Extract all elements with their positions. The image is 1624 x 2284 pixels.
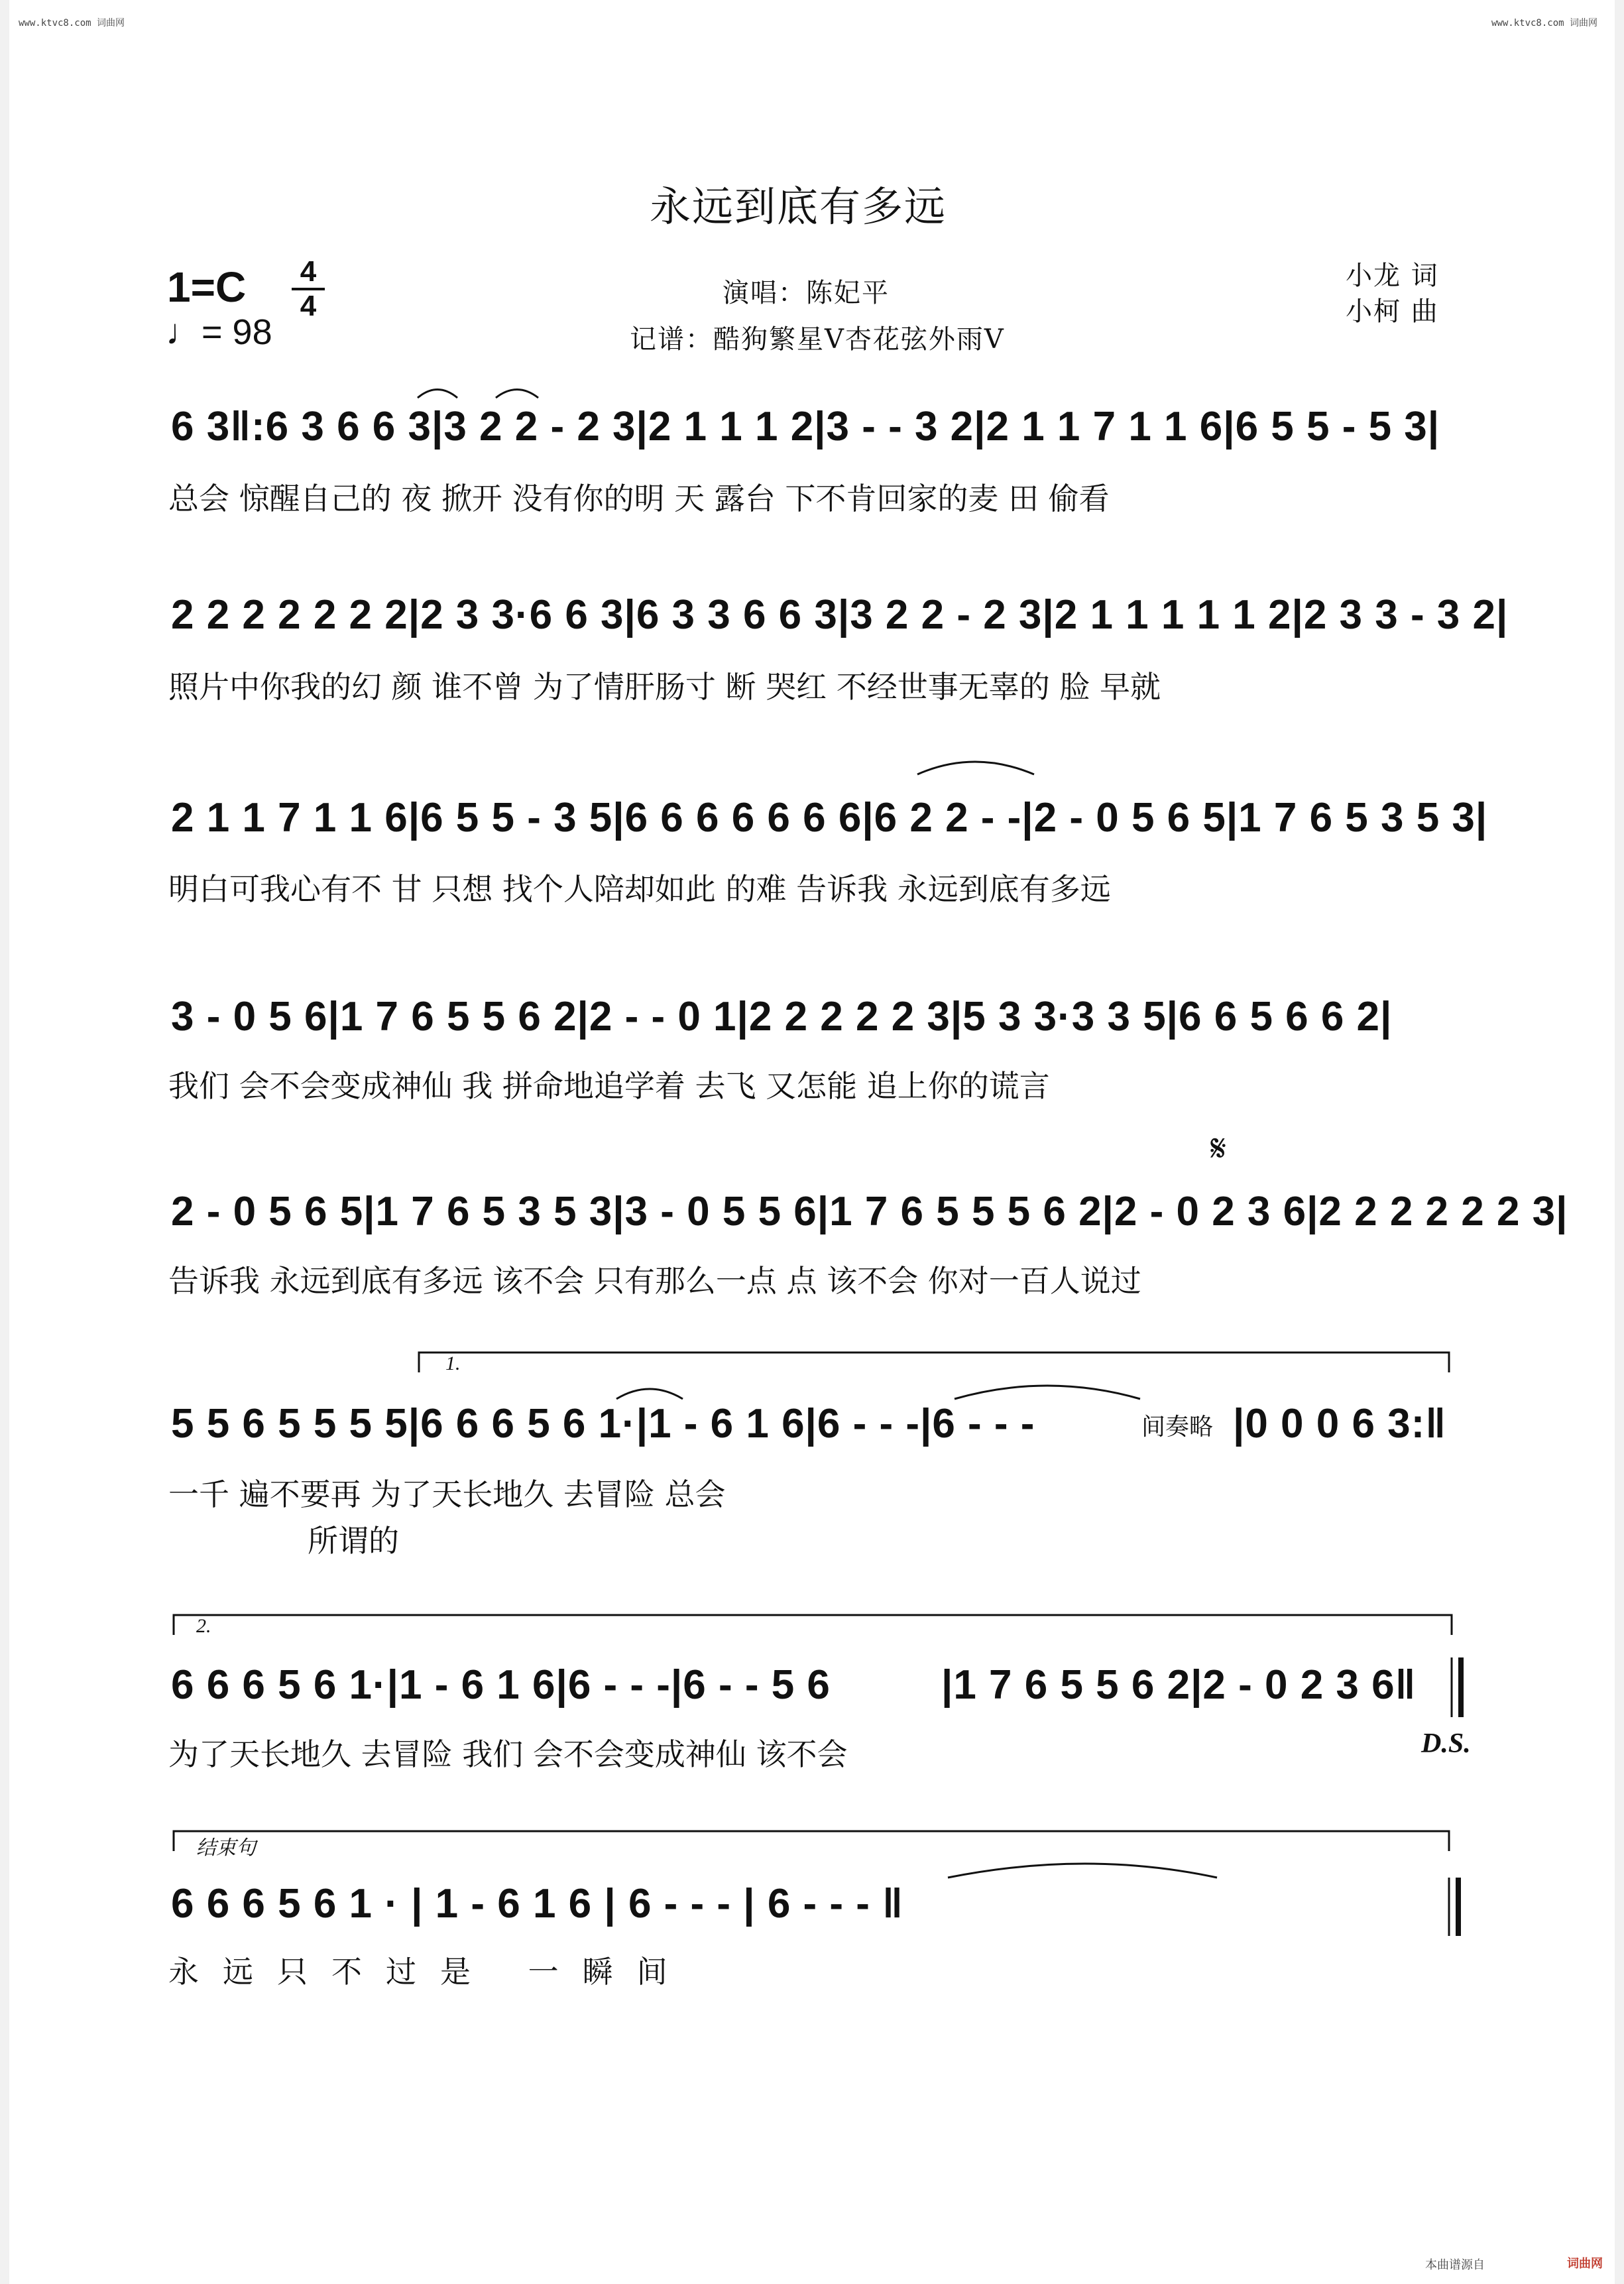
quarter-note-icon: ♩ <box>166 312 202 352</box>
notation-row-1: 6 3‖:6 3 6 6 3|3 2 2 - 2 3|2 1 1 1 2|3 - - 3 2|2 1 1 7 1 1 6|6 5 5 - 5 3| <box>171 404 1440 450</box>
lyrics-row-2: 照片中你我的幻 颜 谁不曾 为了情肝肠寸 断 哭红 不经世事无辜的 脸 早就 <box>168 669 1161 705</box>
footer-label: 本曲谱源自 <box>1425 2258 1485 2272</box>
notation-row-6-end: |0 0 0 6 3:‖ <box>1233 1401 1447 1447</box>
notation-row-3: 2 1 1 7 1 1 6|6 5 5 - 3 5|6 6 6 6 6 6 6|6 2 2 - -|2 - 0 5 6 5|1 7 6 5 3 5 3| <box>171 795 1488 841</box>
ending-2-label: 2. <box>196 1615 211 1637</box>
lyrics-row-4: 我们 会不会变成神仙 我 拼命地追学着 去飞 又怎能 追上你的谎言 <box>168 1068 1050 1104</box>
lyrics-row-1: 总会 惊醒自己的 夜 掀开 没有你的明 天 露台 下不肯回家的麦 田 偷看 <box>168 481 1110 516</box>
song-title: 永远到底有多远 <box>650 182 947 231</box>
interlude-note: 间奏略 <box>1141 1413 1214 1441</box>
lyrics-row-5: 告诉我 永远到底有多远 该不会 只有那么一点 点 该不会 你对一百人说过 <box>168 1263 1141 1299</box>
lyrics-row-6: 一千 遍不要再 为了天长地久 去冒险 总会 <box>168 1476 726 1512</box>
notation-row-2: 2 2 2 2 2 2 2|2 3 3·6 6 3|6 3 3 6 6 3|3 2 2 - 2 3|2 1 1 1 1 1 2|2 3 3 - 3 2| <box>171 592 1509 638</box>
notation-row-5: 2 - 0 5 6 5|1 7 6 5 3 5 3|3 - 0 5 5 6|1 7 6 5 5 5 6 2|2 - 0 2 3 6|2 2 2 2 2 2 3| <box>171 1189 1568 1234</box>
notation-row-7: 6 6 6 5 6 1·|1 - 6 1 6|6 - - -|6 - - 5 6 <box>171 1662 831 1708</box>
notation-row-8: 6 6 6 5 6 1 · | 1 - 6 1 6 | 6 - - - | 6 - - - ‖ <box>171 1881 904 1927</box>
segno-icon: 𝄋 <box>1210 1127 1227 1170</box>
tempo-value: = 98 <box>202 312 272 352</box>
notation-row-4: 3 - 0 5 6|1 7 6 5 5 6 2|2 - - 0 1|2 2 2 2 2 3|5 3 3·3 3 5|6 6 5 6 6 2| <box>171 994 1393 1040</box>
key-signature: 1=C <box>167 263 247 311</box>
composer-credit: 小柯 曲 <box>1346 296 1439 327</box>
lyrics-row-8: 永远只不过是 一瞬间 <box>168 1954 691 1990</box>
header-url-right: www.ktvc8.com 词曲网 <box>1491 18 1598 29</box>
header-url-left: www.ktvc8.com 词曲网 <box>19 18 125 29</box>
notation-row-7-end: |1 7 6 5 5 6 2|2 - 0 2 3 6‖ <box>941 1662 1417 1708</box>
time-denominator: 4 <box>300 290 317 322</box>
coda-bracket <box>174 1831 1449 1851</box>
singer-credit: 演唱：陈妃平 <box>723 278 890 308</box>
lyrics-row-6-alt: 所谓的 <box>308 1523 399 1559</box>
lyrics-row-3: 明白可我心有不 甘 只想 找个人陪却如此 的难 告诉我 永远到底有多远 <box>168 871 1111 907</box>
ending-2-bracket <box>174 1615 1452 1635</box>
footer-brand: 词曲网 <box>1567 2257 1603 2271</box>
dal-segno-marking: D.S. <box>1421 1728 1471 1759</box>
transcriber-credit: 记谱：酷狗繁星V杏花弦外雨V <box>630 324 1005 355</box>
coda-label: 结束句 <box>196 1837 256 1859</box>
lyrics-row-7: 为了天长地久 去冒险 我们 会不会变成神仙 该不会 <box>168 1736 848 1772</box>
ending-1-bracket <box>419 1352 1449 1372</box>
time-numerator: 4 <box>300 255 317 288</box>
notation-row-6: 5 5 6 5 5 5 5|6 6 6 5 6 1·|1 - 6 1 6|6 - - -|6 - - - <box>171 1401 1035 1447</box>
lyricist-credit: 小龙 词 <box>1346 261 1439 291</box>
ending-1-label: 1. <box>445 1352 461 1374</box>
